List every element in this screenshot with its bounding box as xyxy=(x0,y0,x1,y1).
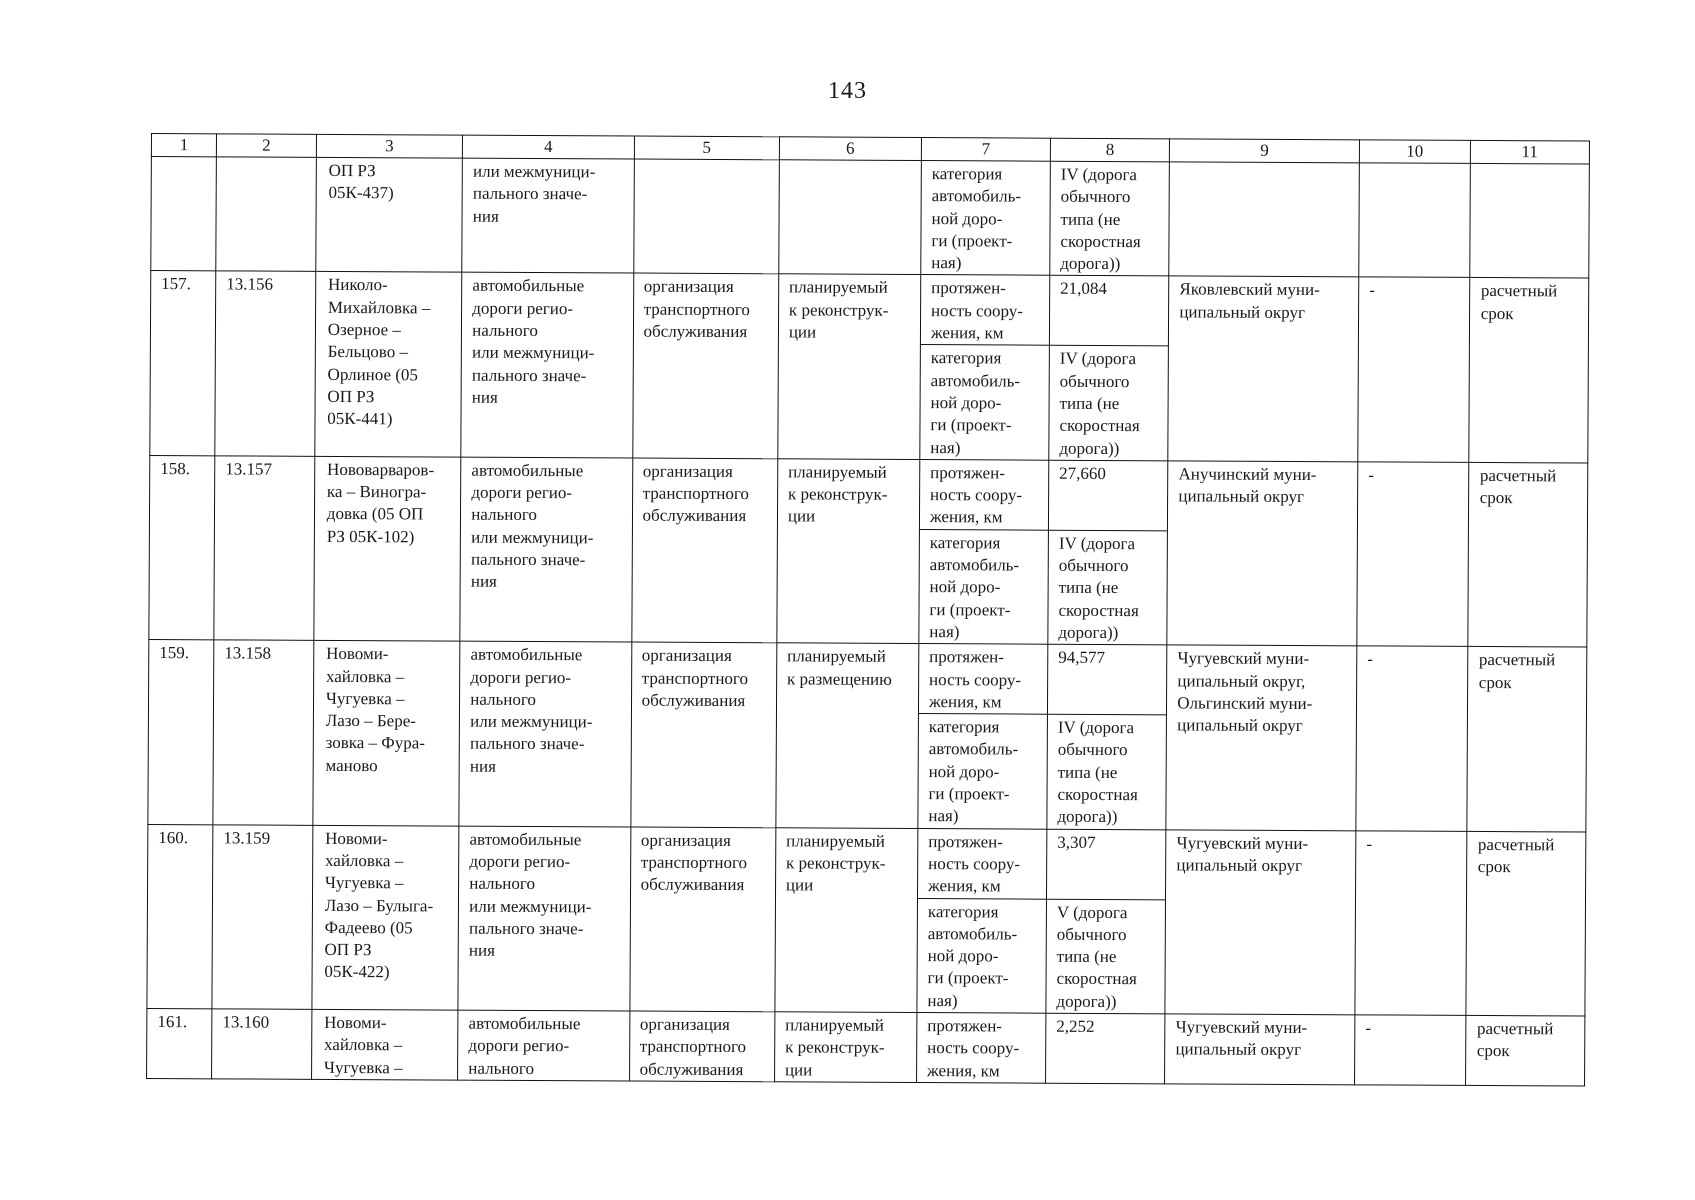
cell-number: 159. xyxy=(148,640,214,825)
cell-term: расчетный срок xyxy=(1468,278,1588,463)
column-header: 7 xyxy=(921,138,1050,162)
cell-type: автомобильные дороги регио- нального или межмуници- пального значе- ния xyxy=(458,826,630,1011)
column-header: 6 xyxy=(779,137,921,161)
cell-number: 160. xyxy=(147,824,213,1009)
cell-param-value: V (дорога обычного типа (не скоростная дорога)) xyxy=(1046,899,1166,1014)
cell-param-label: протяжен- ность соору- жения, км xyxy=(917,828,1046,899)
cell-location: Анучинский муни- ципальный округ xyxy=(1167,461,1358,646)
cell-col10: - xyxy=(1355,830,1467,1015)
cell-col10: - xyxy=(1358,277,1470,462)
table-row xyxy=(148,824,1586,901)
cell-col10: - xyxy=(1356,646,1468,831)
cell-purpose: организация транспортного обслуживания xyxy=(630,642,776,827)
cell-number xyxy=(151,157,217,272)
table-row xyxy=(147,1008,1585,1085)
cell-term: расчетный срок xyxy=(1465,1015,1585,1086)
page-number: 143 xyxy=(828,78,867,104)
cell-param-label: категория автомобиль- ной доро- ги (проект- ная) xyxy=(918,714,1048,829)
column-header: 10 xyxy=(1359,140,1470,164)
cell-param-value: 27,660 xyxy=(1048,460,1168,531)
cell-col10: - xyxy=(1355,1015,1466,1085)
cell-purpose: организация транспортного обслуживания xyxy=(632,274,778,459)
cell-type: автомобильные дороги регио- нального или межмуници- пального значе- ния xyxy=(461,273,633,458)
cell-param-value: 2,252 xyxy=(1046,1013,1166,1084)
table-row xyxy=(150,271,1588,348)
cell-param-label: категория автомобиль- ной доро- ги (проект- ная) xyxy=(919,529,1049,644)
objects-table xyxy=(146,133,1590,1086)
cell-status: планируемый к размещению xyxy=(776,643,919,828)
cell-col10 xyxy=(1359,163,1470,278)
cell-status: планируемый к реконструк- ции xyxy=(774,1012,916,1083)
cell-number: 158. xyxy=(149,455,215,640)
cell-status: планируемый к реконструк- ции xyxy=(778,274,921,459)
cell-type: или межмуници- пального значе- ния xyxy=(462,158,634,273)
cell-param-label: протяжен- ность соору- жения, км xyxy=(920,275,1049,346)
column-header: 5 xyxy=(634,136,779,160)
cell-status xyxy=(779,160,922,275)
cell-code: 13.158 xyxy=(213,640,314,825)
cell-param-label: категория автомобиль- ной доро- ги (проект- ная) xyxy=(920,345,1050,460)
cell-name: Новоми- хайловка – Чугуевка – xyxy=(311,1009,458,1080)
cell-param-label: протяжен- ность соору- жения, км xyxy=(919,459,1048,530)
cell-purpose xyxy=(633,159,779,274)
cell-name: Новоми- хайловка – Чугуевка – Лазо – Булыга- Фадеево (05 ОП РЗ 05К-422) xyxy=(312,825,459,1010)
cell-param-value: IV (дорога обычного типа (не скоростная дорога)) xyxy=(1050,161,1170,276)
cell-param-label: протяжен- ность соору- жения, км xyxy=(916,1013,1045,1084)
column-header: 8 xyxy=(1050,138,1169,162)
cell-purpose: организация транспортного обслуживания xyxy=(631,458,777,643)
cell-purpose: организация транспортного обслуживания xyxy=(629,1011,775,1082)
cell-param-label: категория автомобиль- ной доро- ги (проект- ная) xyxy=(921,161,1051,276)
cell-param-value: IV (дорога обычного типа (не скоростная дорога)) xyxy=(1048,530,1168,645)
cell-term: расчетный срок xyxy=(1466,831,1586,1016)
cell-location: Чугуевский муни- ципальный округ xyxy=(1165,829,1356,1014)
column-header: 11 xyxy=(1470,140,1589,164)
cell-type: автомобильные дороги регио- нального или межмуници- пального значе- ния xyxy=(459,641,631,826)
cell-type: автомобильные дороги регио- нального или межмуници- пального значе- ния xyxy=(460,457,632,642)
cell-name: Николо- Михайловка – Озерное – Бельцово – Орлиное (05 ОП РЗ 05К-441) xyxy=(315,272,462,457)
cell-location: Яковлевский муни- ципальный округ xyxy=(1168,276,1359,461)
cell-param-value: IV (дорога обычного типа (не скоростная дорога)) xyxy=(1049,346,1169,461)
cell-status: планируемый к реконструк- ции xyxy=(777,459,920,644)
table-row xyxy=(148,640,1586,717)
cell-param-value: 3,307 xyxy=(1046,829,1166,900)
cell-location xyxy=(1169,162,1359,277)
cell-param-value: 21,084 xyxy=(1049,276,1169,347)
cell-param-label: протяжен- ность соору- жения, км xyxy=(918,644,1047,715)
cell-param-label: категория автомобиль- ной доро- ги (проект- ная) xyxy=(917,898,1047,1013)
cell-term xyxy=(1469,163,1589,278)
cell-code: 13.160 xyxy=(212,1009,312,1079)
cell-code: 13.156 xyxy=(215,271,316,456)
cell-status: планируемый к реконструк- ции xyxy=(775,827,918,1012)
cell-location: Чугуевский муни- ципальный округ xyxy=(1165,1014,1355,1085)
cell-col10: - xyxy=(1357,462,1469,647)
cell-purpose: организация транспортного обслуживания xyxy=(629,827,775,1012)
column-header: 9 xyxy=(1170,139,1360,163)
cell-number: 157. xyxy=(150,271,216,456)
cell-name: ОП РЗ 05К-437) xyxy=(316,157,463,272)
table-row-continuation xyxy=(151,157,1590,279)
cell-type: автомобильные дороги регио- нального xyxy=(458,1010,630,1081)
cell-param-value: 94,577 xyxy=(1047,644,1167,715)
cell-location: Чугуевский муни- ципальный округ, Ольгинский муни- ципальный округ xyxy=(1166,645,1357,830)
cell-term: расчетный срок xyxy=(1467,647,1587,832)
column-header: 2 xyxy=(216,134,316,158)
cell-code: 13.157 xyxy=(214,456,315,641)
cell-code: 13.159 xyxy=(212,824,313,1009)
cell-code xyxy=(216,157,316,272)
column-header: 1 xyxy=(151,134,216,157)
cell-param-value: IV (дорога обычного типа (не скоростная дорога)) xyxy=(1047,714,1167,829)
cell-name: Новоми- хайловка – Чугуевка – Лазо – Бере- зовка – Фура- маново xyxy=(313,641,460,826)
column-header: 4 xyxy=(463,135,634,159)
cell-number: 161. xyxy=(147,1008,212,1078)
cell-name: Нововарваров- ка – Виногра- довка (05 ОП РЗ 05К-102) xyxy=(314,456,461,641)
cell-term: расчетный срок xyxy=(1467,462,1587,647)
column-header: 3 xyxy=(316,134,463,158)
table-row xyxy=(149,455,1587,532)
